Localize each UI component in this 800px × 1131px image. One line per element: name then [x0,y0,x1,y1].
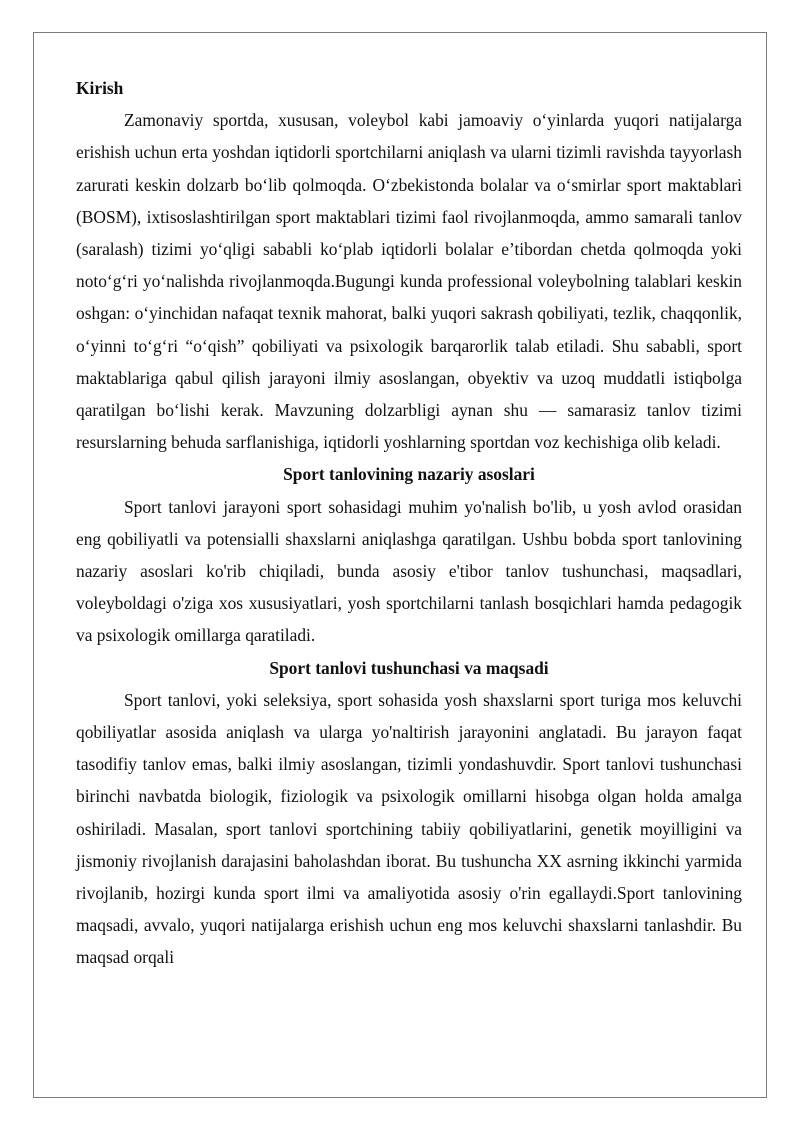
section-heading-tushuncha-maqsad: Sport tanlovi tushunchasi va maqsadi [269,657,549,678]
section-heading-nazariy-asoslar: Sport tanlovining nazariy asoslari [283,464,535,485]
paragraph-kirish: Zamonaviy sportda, xususan, voleybol kabi jamoaviy o‘yinlarda yuqori natijalarga erishish uchun erta yoshdan iqtidorli sportchilarni aniqlash va ularni tizimli ravishda tayyorlash zarurati keskin dolzarb bo‘lib qolmoqda. O‘zbekistonda bolalar va o‘smirlar sport maktablari (BOSM), ixtisoslashtirilgan sport maktablari tizimi faol rivojlanmoqda, ammo samarali tanlov (saralash) tizimi yo‘qligi sababli ko‘plab iqtidorli bolalar e’tibordan chetda qolmoqda yoki noto‘g‘ri yo‘nalishda rivojlanmoqda.Bugungi kunda professional voleybolning talablari keskin oshgan: o‘yinchidan nafaqat texnik mahorat, balki yuqori sakrash qobiliyati, tezlik, chaqqonlik, o‘yinni to‘g‘ri “o‘qish” qobiliyati va psixologik barqarorlik talab etiladi. Shu sababli, sport maktablariga qabul qilish jarayoni ilmiy asoslangan, obyektiv va uzoq muddatli istiqbolga qaratilgan bo‘lishi kerak. Mavzuning dolzarbligi aynan shu — samarasiz tanlov tizimi resurslarning behuda sarflanishiga, iqtidorli yoshlarning sportdan voz kechishiga olib keladi. [76,110,742,453]
paragraph-tushuncha-maqsad: Sport tanlovi, yoki seleksiya, sport sohasida yosh shaxslarni sport turiga mos keluvchi qobiliyatlar asosida aniqlash va ularga yo'naltirish jarayonini anglatadi. Bu jarayon faqat tasodifiy tanlov emas, balki ilmiy asoslangan, tizimli yondashuvdir. Sport tanlovi tushunchasi birinchi navbatda biologik, fiziologik va psixologik omillarni hisobga olgan holda amalga oshiriladi. Masalan, sport tanlovi sportchining tabiiy qobiliyatlarini, genetik moyilligini va jismoniy rivojlanish darajasini baholashdan iborat. Bu tushuncha XX asrning ikkinchi yarmida rivojlanib, hozirgi kunda sport ilmi va amaliyotida asosiy o'rin egallaydi.Sport tanlovining maqsadi, avvalo, yuqori natijalarga erishish uchun eng mos keluvchi shaxslarni tanlashdir. Bu maqsad orqali [76,689,742,968]
section-heading-kirish: Kirish [76,78,124,98]
document-body [76,72,742,974]
paragraph-nazariy-asoslar: Sport tanlovi jarayoni sport sohasidagi muhim yo'nalish bo'lib, u yosh avlod orasidan eng qobiliyatli va potensialli shaxslarni aniqlashga qaratilgan. Ushbu bobda sport tanlovining nazariy asoslari ko'rib chiqiladi, bunda asosiy e'tibor tanlov tushunchasi, maqsadlari, voleyboldagi o'ziga xos xususiyatlari, yosh sportchilarni tanlash bosqichlari hamda pedagogik va psixologik omillarga qaratiladi. [76,496,742,646]
